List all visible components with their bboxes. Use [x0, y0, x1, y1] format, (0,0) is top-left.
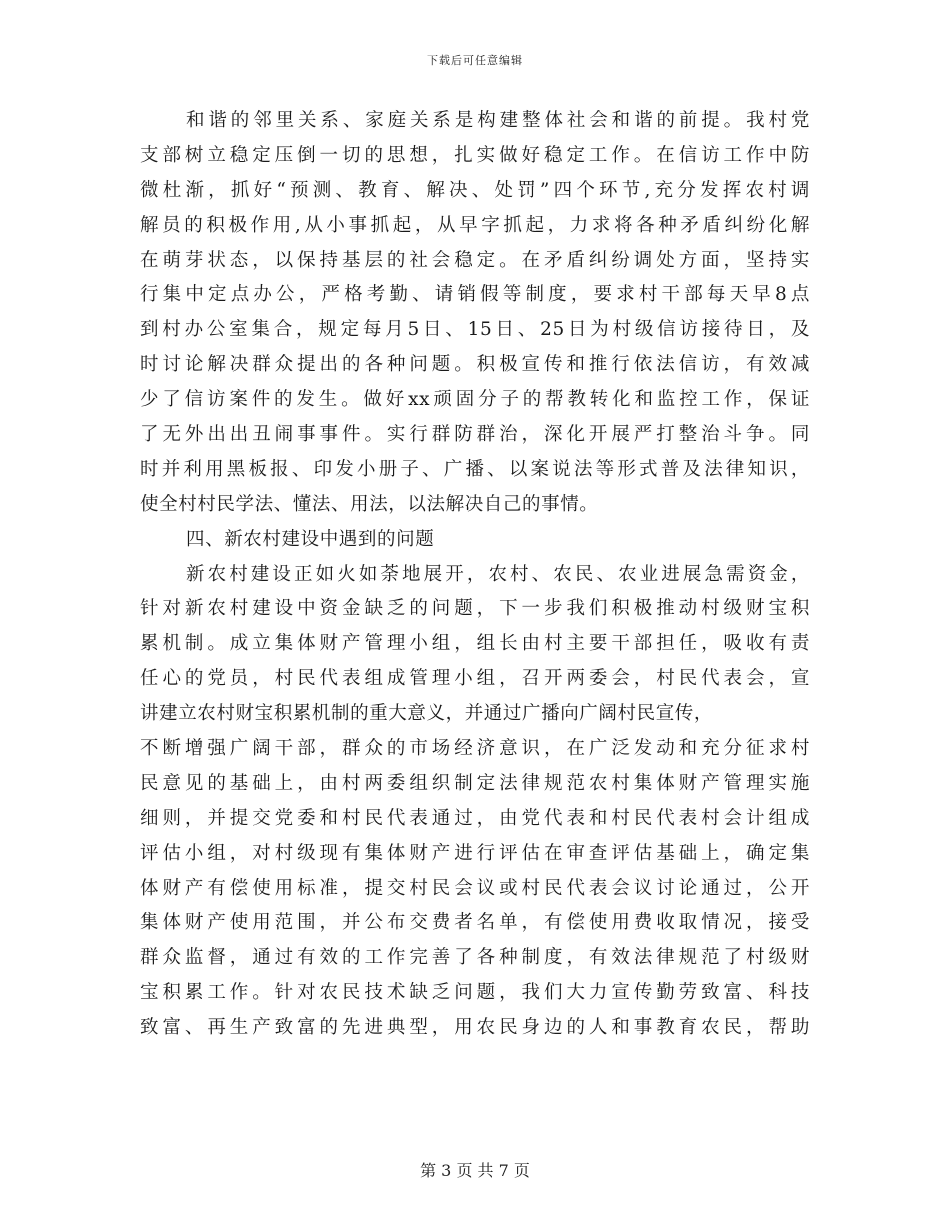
text-line: 到村办公室集合，规定每月5日、15日、25日为村级信访接待日，及 [140, 319, 810, 341]
text-line: 不断增强广阔干部，群众的市场经济意识，在广泛发动和充分征求村 [140, 738, 810, 760]
text-line: 支部树立稳定压倒一切的思想，扎实做好稳定工作。在信访工作中防 [140, 144, 810, 166]
text-line: 累机制。成立集体财产管理小组，组长由村主要干部担任，吸收有责 [140, 633, 810, 655]
text-line: 讲建立农村财宝积累机制的重大意义，并通过广播向广阔村民宣传， [140, 703, 714, 725]
page-footer: 第 3 页 共 7 页 [420, 1161, 530, 1180]
text-line: 行集中定点办公，严格考勤、请销假等制度，要求村干部每天早8点 [140, 284, 810, 306]
text-line: 四、新农村建设中遇到的问题 [186, 528, 435, 550]
body-text [140, 104, 810, 1046]
text-line: 新农村建设正如火如荼地展开，农村、农民、农业进展急需资金， [186, 563, 810, 585]
text-line: 解员的积极作用,从小事抓起，从早字抓起，力求将各种矛盾纠纷化解 [140, 214, 810, 236]
page-header: 下载后可任意编辑 [427, 54, 523, 67]
text-line: 体财产有偿使用标准，提交村民会议或村民代表会议讨论通过，公开 [140, 877, 810, 899]
text-line: 任心的党员，村民代表组成管理小组，召开两委会，村民代表会，宣 [140, 668, 810, 690]
text-line: 致富、再生产致富的先进典型，用农民身边的人和事教育农民，帮助 [140, 1017, 810, 1039]
text-line: 集体财产使用范围，并公布交费者名单，有偿使用费收取情况，接受 [140, 912, 810, 934]
text-line: 少了信访案件的发生。做好xx顽固分子的帮教转化和监控工作，保证 [140, 389, 810, 411]
text-line: 在萌芽状态，以保持基层的社会稳定。在矛盾纠纷调处方面，坚持实 [140, 249, 810, 271]
text-line: 宝积累工作。针对农民技术缺乏问题，我们大力宣传勤劳致富、科技 [140, 982, 810, 1004]
text-line: 了无外出出丑闹事事件。实行群防群治，深化开展严打整治斗争。同 [140, 424, 810, 446]
text-line: 针对新农村建设中资金缺乏的问题，下一步我们积极推动村级财宝积 [140, 598, 810, 620]
text-line: 细则，并提交党委和村民代表通过，由党代表和村民代表村会计组成 [140, 807, 810, 829]
text-line: 和谐的邻里关系、家庭关系是构建整体社会和谐的前提。我村党 [186, 110, 810, 131]
text-line: 群众监督，通过有效的工作完善了各种制度，有效法律规范了村级财 [140, 947, 810, 969]
text-line: 民意见的基础上，由村两委组织制定法律规范农村集体财产管理实施 [140, 772, 810, 794]
text-line: 评估小组，对村级现有集体财产进行评估在审查评估基础上，确定集 [140, 842, 810, 864]
text-line: 时并利用黑板报、印发小册子、广播、以案说法等形式普及法律知识， [140, 458, 810, 480]
text-line: 微杜渐，抓好“预测、教育、解决、处罚”四个环节,充分发挥农村调 [140, 179, 810, 201]
text-line: 使全村村民学法、懂法、用法，以法解决自己的事情。 [140, 493, 599, 515]
text-line: 时讨论解决群众提出的各种问题。积极宣传和推行依法信访，有效减 [140, 354, 810, 376]
